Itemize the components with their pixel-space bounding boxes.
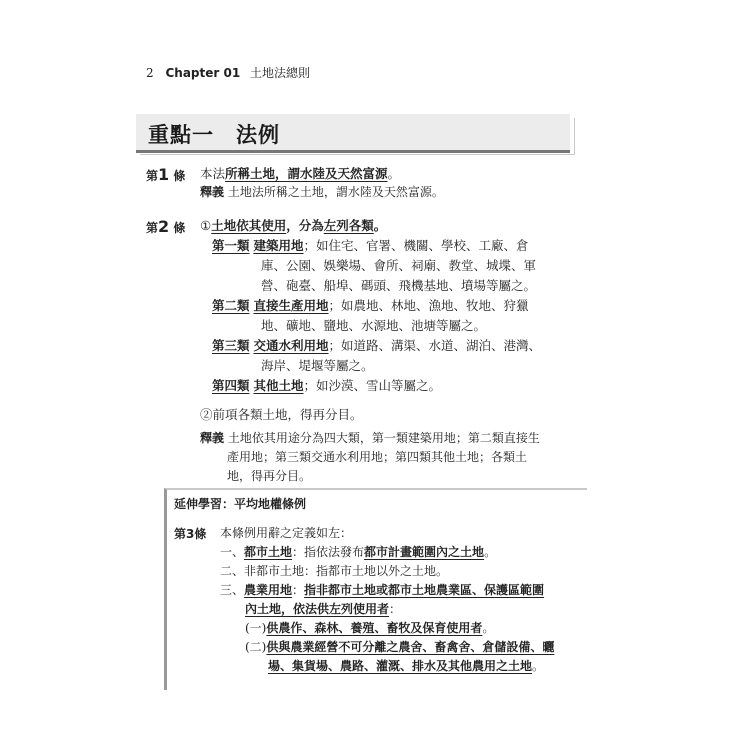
note-label: 釋義 bbox=[200, 431, 225, 445]
article-2-note-line-2: 產用地；第三類交通水利用地；第四類其他土地；各類土 bbox=[227, 450, 528, 464]
category-name: 建築用地 bbox=[253, 238, 304, 253]
category-name: 交通水利用地 bbox=[253, 338, 329, 353]
article-1-text-pre: 本法 bbox=[200, 166, 226, 181]
sub-item-end: 。 bbox=[482, 621, 495, 635]
article-2-note bbox=[200, 429, 540, 448]
item-mid: ：指依法發布 bbox=[292, 545, 365, 559]
page-number: 2 bbox=[146, 66, 154, 80]
definition-item-3-line-2 bbox=[245, 600, 401, 619]
category-label: 第二類 bbox=[212, 298, 250, 313]
article-1-text-underlined: 所稱土地，謂水陸及天然富源 bbox=[225, 166, 388, 181]
article-2-clause-1 bbox=[200, 216, 386, 236]
category-name: 直接生產用地 bbox=[253, 298, 329, 313]
article-number: 1 bbox=[158, 165, 170, 184]
sub-item-text-line-2: 場、集貨場、農路、灌溉、排水及其他農用之土地 bbox=[268, 659, 533, 673]
article-1-note-text: 土地法所稱之土地，謂水陸及天然富源。 bbox=[227, 185, 444, 199]
chapter-label: Chapter 01 bbox=[165, 66, 241, 80]
item-mark: 二、 bbox=[220, 564, 245, 578]
item-line-end: ： bbox=[389, 602, 402, 616]
category-line: ；如道路、溝渠、水道、湖泊、港灣、 bbox=[328, 338, 542, 353]
item-term: 都市土地 bbox=[244, 545, 293, 559]
sub-item-end: 。 bbox=[532, 659, 545, 673]
clause-mark: ① bbox=[200, 218, 212, 233]
category-line: ；如沙漠、雪山等屬之。 bbox=[303, 378, 442, 393]
item-underlined-line-2: 內土地，依法供左列使用者 bbox=[245, 602, 390, 616]
article-prefix: 第 bbox=[146, 169, 159, 183]
category-line: ；如農地、林地、漁地、牧地、狩獵 bbox=[328, 298, 529, 313]
clause-1-end: 。 bbox=[373, 218, 387, 233]
article-1-note bbox=[200, 183, 444, 202]
category-name: 其他土地 bbox=[253, 378, 304, 393]
item-end: 。 bbox=[484, 545, 497, 559]
section-title: 重點一 法例 bbox=[148, 123, 280, 147]
running-header bbox=[146, 64, 310, 81]
item-mark: 三、 bbox=[220, 583, 245, 597]
category-label: 第三類 bbox=[212, 338, 250, 353]
article-2-label bbox=[146, 217, 185, 236]
extended-learning-title: 延伸學習：平均地權條例 bbox=[174, 497, 307, 511]
item-underlined: 都市計畫範圍內之土地 bbox=[364, 545, 485, 559]
sub-item-mark: (二) bbox=[245, 640, 267, 654]
category-1 bbox=[212, 236, 529, 256]
article-2-clause-2: ②前項各類土地，得再分目。 bbox=[200, 407, 363, 422]
item-mark: 一、 bbox=[220, 545, 245, 559]
item-text: 非都市土地：指都市土地以外之土地。 bbox=[244, 564, 449, 578]
sub-item-text: 供農作、森林、養殖、畜牧及保育使用者 bbox=[266, 621, 483, 635]
sub-item-mark: (一) bbox=[245, 621, 267, 635]
chapter-title: 土地法總則 bbox=[250, 66, 311, 80]
definition-item-1 bbox=[220, 543, 496, 562]
category-1-line-2: 庫、公園、娛樂場、會所、祠廟、教堂、城堞、軍 bbox=[261, 258, 537, 273]
definition-item-2 bbox=[220, 562, 448, 581]
category-3-line-2: 海岸、堤堰等屬之。 bbox=[261, 358, 374, 373]
article-prefix: 第 bbox=[146, 221, 159, 235]
category-2-line-2: 地、礦地、鹽地、水源地、池塘等屬之。 bbox=[261, 318, 487, 333]
definition-sub-item-2-line-2 bbox=[268, 657, 544, 676]
article-2-note-line-3: 地，得再分目。 bbox=[227, 469, 312, 483]
article-1-label bbox=[146, 165, 185, 184]
category-2 bbox=[212, 296, 529, 316]
clause-1-mid: ，分為 bbox=[286, 218, 324, 233]
extended-article-label: 第3條 bbox=[174, 527, 207, 541]
sub-item-text-line-1: 供與農業經營不可分離之農舍、畜禽舍、倉儲設備、曬 bbox=[266, 640, 555, 654]
category-label: 第一類 bbox=[212, 238, 250, 253]
item-term: 農業用地 bbox=[244, 583, 293, 597]
category-line: ；如住宅、官署、機關、學校、工廠、倉 bbox=[303, 238, 529, 253]
clause-1-underlined-1: 土地依其使用 bbox=[211, 218, 287, 233]
article-number: 2 bbox=[158, 217, 170, 236]
category-1-line-3: 營、砲臺、船埠、碼頭、飛機基地、墳場等屬之。 bbox=[261, 278, 537, 293]
definition-sub-item-1 bbox=[245, 619, 494, 638]
item-colon: ： bbox=[292, 583, 305, 597]
item-underlined-line-1: 指非都市土地或都市土地農業區、保護區範圍 bbox=[304, 583, 545, 597]
extended-intro: 本條例用辭之定義如左： bbox=[220, 526, 353, 540]
definition-sub-item-2 bbox=[245, 638, 554, 657]
category-label: 第四類 bbox=[212, 378, 250, 393]
article-suffix: 條 bbox=[173, 169, 186, 183]
note-line: 土地依其用途分為四大類，第一類建築用地；第二類直接生 bbox=[227, 431, 540, 445]
note-label: 釋義 bbox=[200, 185, 225, 199]
article-1-text bbox=[200, 164, 400, 184]
clause-1-underlined-2: 左列各類 bbox=[323, 218, 374, 233]
category-4 bbox=[212, 376, 441, 396]
definition-item-3 bbox=[220, 581, 544, 600]
article-1-text-post: 。 bbox=[387, 166, 401, 181]
category-3 bbox=[212, 336, 541, 356]
article-suffix: 條 bbox=[173, 221, 186, 235]
